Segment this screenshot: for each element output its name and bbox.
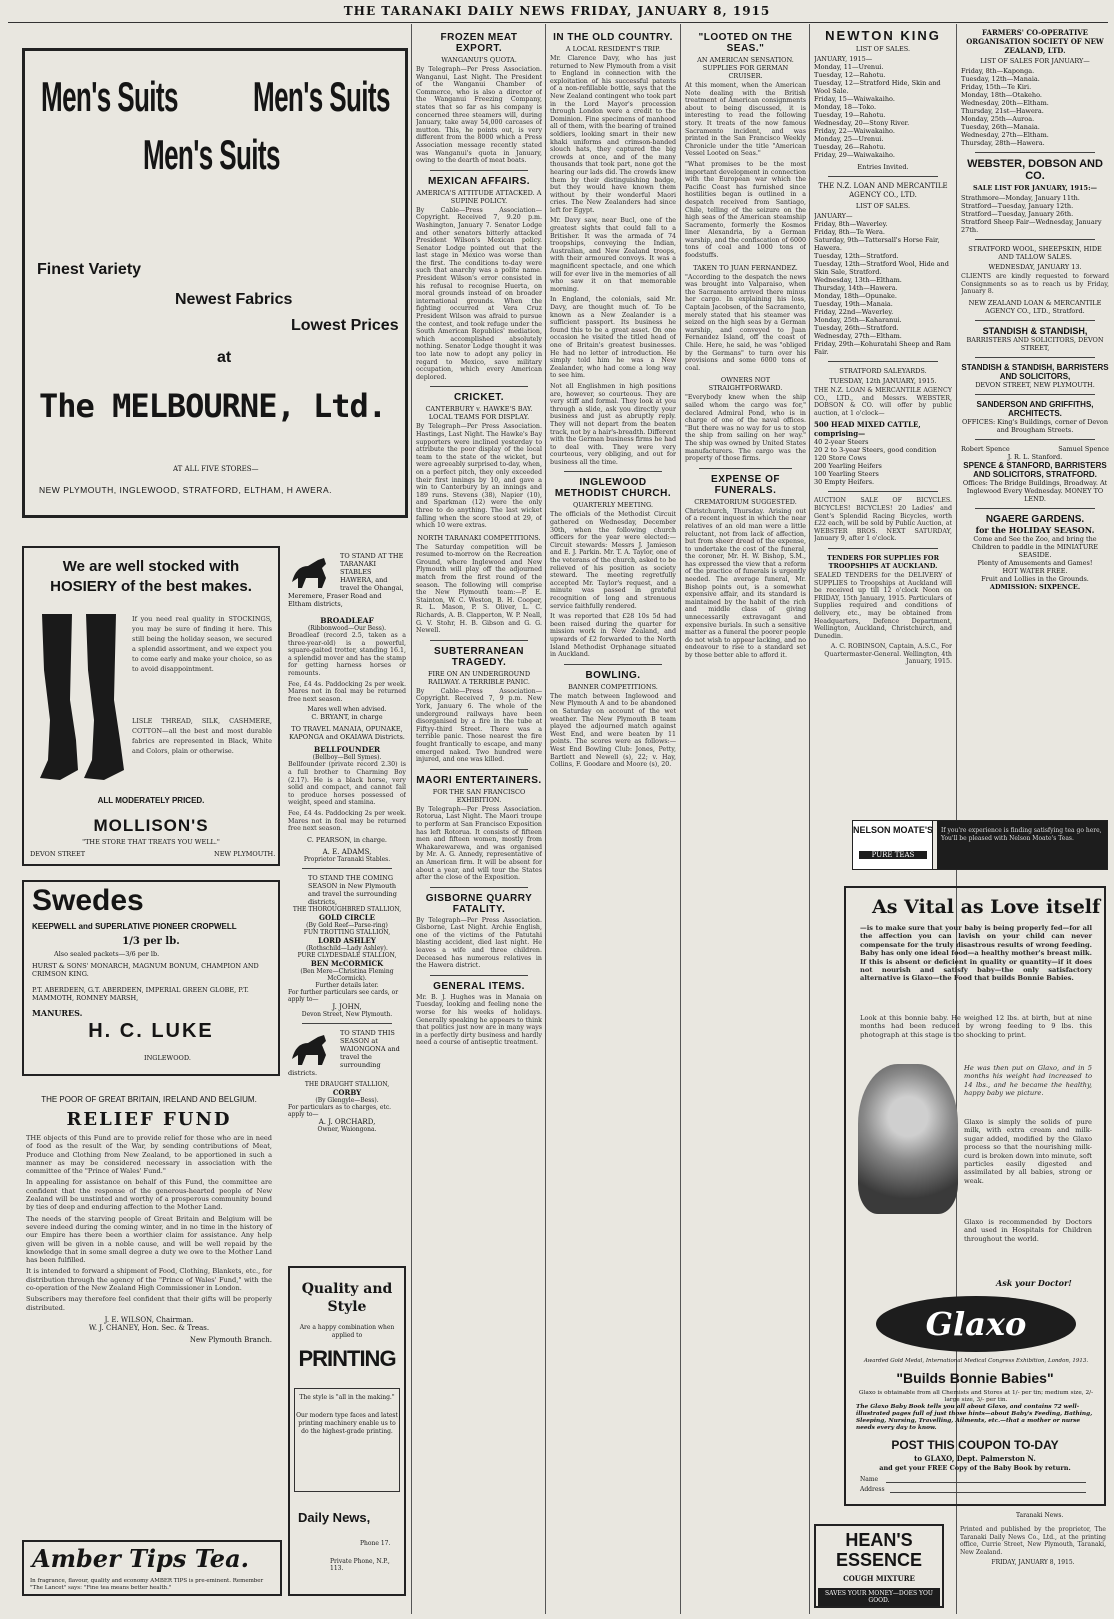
hurst-sons: HURST & SONS' MONARCH, MAGNUM BONUM, CHAMPION AND CRIMSON KING.: [32, 962, 259, 978]
auction-notice: AUCTION SALE OF BICYCLES. BICYCLES! BICYCLES! 20 Ladies' and Gent's Splendid Racing Bicycles, worth £22 each, will be sold by Public Auction, at WEBSTER BROS. NEXT SATURDAY, January 9, after 1 o'clock.: [814, 497, 952, 543]
list-item: 40 2-year Steers: [814, 438, 869, 447]
partner-name: J. R. L. Stanford.: [1007, 452, 1063, 461]
inglewood: INGLEWOOD.: [144, 1054, 191, 1062]
glaxo-ad: [844, 886, 1106, 1506]
article-body: The officials of the Methodist Circuit gathered on Wednesday, December 30th, when the following church officers for the year were elected:—Circuit stewards: Messrs J. Jamieson and E. J. Parkin. Mr. T. A. Taylor, one of the veterans of the church, asked to be relieved of his position as society steward. The meeting regretfully accepted Mr. Taylor's request, and a minute was passed in grateful recognition of long and strenuous service faithfully rendered.: [550, 511, 676, 610]
signature-chairman: J. E. WILSON, Chairman.: [104, 1315, 194, 1324]
relief-paragraph: It is intended to forward a shipment of Food, Clothing, Blankets, etc., for distribution through the agency of the "Prince of Wales' Fund," with the co-operation of the New Zealand High Commissioner in London.: [26, 1267, 272, 1293]
list-item: Thursday, 28th—Hawera.: [961, 139, 1045, 147]
devon-street: DEVON STREET: [30, 850, 86, 858]
webster-sales-list: [961, 194, 1109, 234]
sales-column: [814, 28, 952, 858]
relief-paragraph: In appealing for assistance on behalf of this Fund, the committee are confident that the response of the generous-hearted people of New Zealand will be unstinted and worthy of a prosperous community bound by ties of deep and enduring affection to the Mother Land.: [26, 1178, 272, 1212]
list-item: Wednesday, 13th—Eltham.: [814, 276, 902, 284]
list-item: Strathmore—Monday, January 11th.: [961, 194, 1080, 202]
article-subhead: A LOCAL RESIDENT'S TRIP.: [565, 45, 661, 53]
ngaere-season: for the HOLIDAY SEASON.: [975, 524, 1095, 535]
stallion-description: Broadleaf (record 2.5, taken as a three-year-old) is a powerful, square-gaited trotter, standing 16.1, a splendid mover and has the stamp for getting harness horses or remounts.: [288, 632, 406, 677]
list-item: Stratford—Tuesday, January 12th.: [961, 202, 1074, 210]
printing-word: PRINTING: [298, 1346, 396, 1371]
stallion-description: Bellfounder (private record 2.30) is a full brother to Charming Boy (2.17). He is a black horse, very solid and compact, and cannot fail to produce horses possessed of weight, speed and stamina.: [288, 761, 406, 807]
news-column-4: [550, 28, 676, 1608]
list-item: Monday, 18th—Otakeho.: [961, 91, 1042, 99]
glaxo-explanation: Glaxo is simply the solids of pure milk, with extra cream and milk-sugar added, modified by the Glaxo process so that the nourishing milk-curd is broken down into minute, soft particles easily digested and assimilated by all babies, strong or weak.: [964, 1118, 1092, 1185]
list-item: Wednesday, 27th—Eltham.: [814, 332, 902, 340]
coupon-offer: and get your FREE Copy of the Baby Book by return.: [879, 1464, 1071, 1472]
sanderson-name: SANDERSON AND GRIFFITHS, ARCHITECTS.: [976, 399, 1094, 418]
headline-mens-suits: Men's Suits: [253, 73, 390, 120]
glaxo-recommendation: Glaxo is recommended by Doctors and used in Hospitals for Children throughout the world.: [964, 1218, 1092, 1243]
headline-mens-suits: Men's Suits: [41, 73, 178, 120]
amber-tips-title: Amber Tips Tea.: [32, 1544, 249, 1573]
stockings-illustration: [30, 610, 130, 790]
article-headline: IN THE OLD COUNTRY.: [553, 32, 673, 43]
entries-invited: Entries Invited.: [857, 163, 909, 171]
standish-name: STANDISH & STANDISH, BARRISTERS AND SOLICITORS,: [961, 362, 1109, 381]
relief-fund-notice: [26, 1094, 272, 1344]
imprint-date: FRIDAY, JANUARY 8, 1915.: [991, 1559, 1075, 1566]
phone-number: Phone 17.: [360, 1540, 391, 1547]
stallion-pedigree: (By Glengyle—Bess).: [315, 1096, 379, 1104]
stallion-name: BEN McCORMICK: [310, 958, 384, 968]
printing-type-note: Our modern type faces and latest printing machinery enable us to do the highest-grade printing.: [296, 1412, 398, 1435]
taranaki-news-footer: Taranaki News.: [1016, 1512, 1064, 1519]
list-item: Friday, 8th—Kaponga.: [961, 67, 1035, 75]
list-item: Friday, 29th—Kohuratahi Sheep and Ram Fair.: [814, 340, 951, 356]
stallion-name: BROADLEAF: [320, 616, 374, 625]
article-body: "Everybody knew when the ship sailed whom the cargo was for," declared Admiral Pond, who is in charge of one of the naval offices. "But there was no way for us to stop the ship from sailing on her way." The ship was owned by United States manufacturers. The cargo was the property of those firms.: [685, 394, 806, 463]
standish-details: BARRISTERS AND SOLICITORS, DEVON STREET,: [966, 335, 1104, 352]
coupon-name-field[interactable]: Name: [860, 1476, 879, 1483]
hosiery-fabrics: LISLE THREAD, SILK, CASHMERE, COTTON—all the best and most durable fabrics are represented in Black, White and Colors, plain or otherwise.: [132, 717, 272, 755]
signature-secretary: W. J. CHANEY, Hon. Sec. & Treas.: [88, 1323, 210, 1332]
list-item: Wednesday, 20th—Eltham.: [961, 99, 1049, 107]
article-body: Christchurch, Thursday. Arising out of a recent inquest in which the near relatives of an old man were a little reluctant, not from lack of affection, but from sheer dread of the expense, to undertake the cost of the funeral, the coroner, Mr. H. W. Bishop, S.M., has expressed the view that a reform of the practice of funerals is urgently needed. The average funeral, Mr. Bishop points out, is a somewhat expensive affair, and its standard is maintained by the habit of the rich and middle class of giving unnecessarily extravagant and expensive burials. In such a sensitive matter as a funeral the poorer people do not wish to appear lacking, and no endeavour to rise to a standard set by those better able to afford it.: [685, 507, 806, 659]
stallion-fee: Fee, £4 4s. Paddocking 2s per week. Mares not in foal may be returned free next season.: [288, 809, 406, 833]
imprint: [960, 1526, 1106, 1566]
nelson-moate-brand: NELSON MOATE'S: [853, 825, 933, 835]
tenders-signature: A. C. ROBINSON, Captain, A.S.C., For Quartermaster-General. Wellington, 4th January, 1915.: [824, 643, 952, 666]
stallion-notices: [288, 552, 406, 1152]
wool-sales-body: CLIENTS are kindly requested to forward Consignments so as to reach us by Friday, January 8.: [961, 273, 1109, 296]
heans-essence-ad: [814, 1524, 944, 1608]
article-body: By Telegraph—Per Press Association. Hastings, Last Night. The Hawke's Bay supporters were inclined yesterday to attribute the poor display of the local team to the state of the wicket, but were agreeably surprised to-day, when, on a perfect pitch, they only exceeded their first innings by 10, and gave a win to Canterbury by an innings and 189 runs. Stevens (38), Napier (10), and Sparkman (12) were the only three to do anything. The last wicket falling when the score stood at 29, of which 10 were extras.: [416, 423, 542, 530]
relief-paragraph: THE objects of this Fund are to provide relief for those who are in need of food as the result of the War, by sending contributions of Meat, Produce and Clothing from New Zealand, to be apportioned in such a manner as may be considered necessary in association with the committee of the "Prince of Wales' Fund.": [26, 1134, 272, 1176]
ngaere-admission: ADMISSION: SIXPENCE.: [989, 582, 1081, 591]
relief-heading: THE POOR OF GREAT BRITAIN, IRELAND AND BELGIUM.: [41, 1095, 257, 1104]
coupon-heading: POST THIS COUPON TO-DAY: [891, 1438, 1059, 1452]
article-body: "What promises to be the most important development in connection with the European war which the Pacific Coast has furnished since hostilities began is outlined in a despatch received from Santiago, Chile, telling of the seizure on the high seas of the American steamship Sacramento, formerly the Kosmos liner Alexandria, by a German warship, and the confiscation of 6000 tons of coal and 1000 tons of foodstuffs.: [685, 160, 806, 260]
stallion-class: THE THOROUGHBRED STALLION,: [292, 905, 402, 913]
list-item: 20 2 to 3-year Steers, good condition: [814, 446, 937, 455]
news-column-3: [416, 28, 542, 1608]
hosiery-title: We are well stocked with: [62, 558, 240, 575]
list-of-sales: LIST OF SALES FOR JANUARY—: [980, 57, 1090, 65]
standish-name: STANDISH & STANDISH,: [982, 325, 1088, 336]
article-headline: GISBORNE QUARRY FATALITY.: [425, 892, 533, 915]
pure-teas: PURE TEAS: [859, 851, 927, 859]
melbourne-ad: [22, 48, 408, 518]
saleyards-date: TUESDAY, 12th JANUARY, 1915.: [829, 377, 937, 385]
list-item: Thursday, 21st—Hawera.: [961, 107, 1044, 115]
swedes-ad: [22, 880, 280, 1076]
article-subhead: AN AMERICAN SENSATION. SUPPLIES FOR GERMAN CRUISER.: [697, 56, 794, 80]
column-rule: [680, 24, 681, 1614]
article-subhead: TAKEN TO JUAN FERNANDEZ.: [693, 263, 798, 272]
ask-doctor: Ask your Doctor!: [996, 1278, 1072, 1288]
ngaere-hot-water: HOT WATER FREE.: [1002, 566, 1068, 575]
list-item: 100 Yearling Steers: [814, 470, 879, 479]
stallion-pedigree: (Rothschild—Lady Ashley).: [306, 944, 388, 952]
owner-address: Owner, Waiongona.: [317, 1125, 377, 1133]
list-item: JANUARY, 1915—: [814, 55, 873, 63]
printing-tagline: Are a happy combination when applied to: [299, 1324, 395, 1339]
at-word: at: [217, 349, 232, 366]
list-item: Monday, 25th—Kaharanui.: [814, 316, 902, 324]
article-body: Mr. Davy saw, near Bucl, one of the greatest sights that could fall to a Britisher. It was the armada of 74 troopships, conveying the Indian, Australian, and New Zealand troops, with their armoured convoys. It was a magnificent spectacle, and one which will for ever live in the memories of all who saw it on that memorable morning.: [550, 217, 676, 293]
column-rule: [809, 24, 810, 1614]
list-item: 200 Yearling Heifers: [814, 462, 882, 471]
glaxo-award: Awarded Gold Medal, International Medical Congress Exhibition, London, 1913.: [863, 1358, 1089, 1364]
stallion-class: FUN TROTTING STALLION,: [303, 928, 391, 936]
relief-paragraph: Subscribers may therefore feel confident that their gifts will be properly distributed.: [26, 1295, 272, 1312]
article-headline: INGLEWOOD METHODIST CHURCH.: [554, 477, 672, 500]
stallion-name: BELLFOUNDER: [313, 745, 381, 755]
headline-mens-suits: Men's Suits: [143, 131, 280, 178]
newest-fabrics: Newest Fabrics: [175, 291, 293, 308]
list-item: Tuesday, 12th—Stratford Wool, Hide and Skin Sale, Stratford.: [814, 260, 949, 276]
article-headline: GENERAL ITEMS.: [433, 980, 525, 992]
private-phone: Private Phone, N.P., 113.: [330, 1558, 390, 1572]
cough-mixture: COUGH MIXTURE: [843, 1574, 915, 1583]
horse-icon: [288, 552, 336, 592]
manures: MANURES.: [32, 1008, 83, 1018]
glaxo-slogan: "Builds Bonnie Babies": [896, 1370, 1054, 1386]
stallion-name: LORD ASHLEY: [318, 935, 376, 945]
printing-ad: [288, 1266, 406, 1596]
nelson-moate-ad: [852, 820, 1108, 870]
stand-notice: TO STAND THIS SEASON at WAIONGONA and travel the surrounding districts.: [288, 1028, 400, 1077]
list-item: Tuesday, 26—Rahotu.: [814, 143, 886, 151]
article-body: At this moment, when the American Note dealing with the British treatment of American consignments about to being discussed, it is interesting to read the following story. It treats of the now famous Sacramento incident, and was printed in the San Francisco Weekly Chronicle under the title "American Vessel Looted on Seas.": [685, 82, 806, 158]
hosiery-title: HOSIERY of the best makes.: [50, 578, 252, 595]
article-subhead: AMERICA'S ATTITUDE ATTACKED. A SUPINE POLICY.: [416, 188, 542, 205]
coupon-address: to GLAXO, Dept. Palmerston N.: [914, 1454, 1036, 1463]
article-body: By Telegraph—Per Press Association. Wanganui, Last Night. The President of the Wanganui Chamber of Commerce, who is also a director of the Wanganui Freezing Company, states that so far as his company is concerned three steamers will, during January, take away 54,000 carcases of mutton. This, he points out, is very different from the 8000 which a Press Association message recently stated was Wanganui's quota in January, owing to the dearth of meat boats.: [416, 66, 542, 165]
daily-news-name: Daily News,: [298, 1510, 371, 1525]
nelson-moate-tagline: If you're experience is finding satisfying tea go here, You'll be pleased with Nelson Moate's Teas.: [941, 827, 1102, 842]
article-headline: "LOOTED ON THE SEAS.": [698, 32, 793, 54]
coupon-address-field[interactable]: Address: [860, 1486, 885, 1493]
webster-dobson-name: WEBSTER, DOBSON AND CO.: [967, 158, 1103, 182]
glaxo-book-description: The Glaxo Baby Book tells you all about Glaxo, and contains 72 well-illustrated pages full of just those hints—about Baby's Feeding, Bathing, Sleeping, Nursing, Travelling, Ailments, etc.—that a mother or nurse needs every day to know.: [856, 1404, 1093, 1431]
standish-details: DEVON STREET, NEW PLYMOUTH.: [975, 380, 1095, 389]
stand-notice: TO STAND AT THE TARANAKI STABLES HAWERA, and travel the Ohangai, Meremere, Fraser Road and Eltham districts,: [288, 552, 404, 608]
stallion-advice: Mares well when advised.: [307, 706, 387, 714]
sanderson-details: OFFICES: King's Buildings, corner of Devon and Brougham Streets.: [961, 417, 1109, 434]
owner-name: A. J. ORCHARD,: [318, 1117, 376, 1126]
article-headline: SUBTERRANEAN TRAGEDY.: [434, 645, 524, 668]
article-headline: EXPENSE OF FUNERALS.: [711, 473, 780, 496]
sealed-packets: Also sealed packets—3/6 per lb.: [54, 950, 160, 958]
apply-to: For particulars as to charges, etc. apply to—: [288, 1103, 392, 1118]
tenders-body: SEALED TENDERS for the DELIVERY of SUPPLIES to Troopships at Auckland will be received up till 12 o'clock Noon on FRIDAY, 15th January, 1915. Particulars of Supplies required and conditions of delivery, etc., may be obtained from Headquarters, Defence Department, Wellington, Auckland, Christchurch, and Dunedin.: [814, 571, 952, 640]
glaxo-story: Look at this bonnie baby. He weighed 12 lbs. at birth, but at nine months had been reduced by wrong feeding to 9 lbs. this photograph at this stage is too shocking to print.: [860, 1014, 1092, 1039]
cattle-heading: 500 HEAD MIXED CATTLE, comprising—: [814, 420, 921, 439]
glaxo-result: He was then put on Glaxo, and in 5 months his weight had increased to 14 lbs., and he became the healthy, happy baby we picture.: [964, 1064, 1092, 1098]
towns-line: NEW PLYMOUTH, INGLEWOOD, STRATFORD, ELTHAM, H AWERA.: [39, 485, 332, 495]
stores-line: AT ALL FIVE STORES—: [173, 465, 259, 473]
lowest-prices: Lowest Prices: [291, 317, 399, 334]
list-item: Tuesday, 19th—Manaia.: [814, 300, 893, 308]
swedes-title: Swedes: [32, 884, 144, 917]
list-item: Tuesday, 12—Stratford Hide, Skin and Wool Sale.: [814, 79, 941, 95]
newton-sales-list: [814, 55, 952, 159]
heans-tagline: SAVES YOUR MONEY—DOES YOU GOOD.: [818, 1588, 940, 1606]
list-item: Friday, 8th—Waverley.: [814, 220, 888, 228]
newton-king-name: NEWTON KING: [825, 28, 941, 43]
list-item: 120 Store Cows: [814, 454, 867, 463]
list-item: Wednesday, 20—Stony River.: [814, 119, 910, 127]
list-item: Stratford Sheep Fair—Wednesday, January 27th.: [961, 218, 1102, 234]
list-item: Monday, 18—Toko.: [814, 103, 877, 111]
wool-sales-date: WEDNESDAY, JANUARY 13.: [988, 263, 1082, 271]
stallion-class: PURE CLYDESDALE STALLION,: [297, 951, 397, 959]
list-item: Friday, 15—Waiwakaiho.: [814, 95, 895, 103]
stallion-pedigree: (By Gold Reef—Parse-ring): [306, 921, 388, 929]
list-item: Friday, 22nd—Waverley.: [814, 308, 894, 316]
branch: New Plymouth Branch.: [189, 1335, 272, 1344]
list-item: 30 Empty Heifers.: [814, 478, 875, 487]
ngaere-amusements: Plenty of Amusements and Games!: [977, 558, 1093, 567]
agency-name: THE N.Z. LOAN AND MERCANTILE AGENCY CO., LTD.: [818, 182, 948, 199]
news-column-5: [685, 28, 806, 1608]
list-item: Tuesday, 26th—Stratford.: [814, 324, 899, 332]
article-subhead: QUARTERLY MEETING.: [572, 501, 654, 510]
farmers-society-name: FARMERS' CO-OPERATIVE ORGANISATION SOCIETY OF NEW ZEALAND, LTD.: [966, 28, 1104, 55]
article-headline: FROZEN MEAT EXPORT.: [440, 32, 518, 54]
list-item: Friday, 29—Waiwakaiho.: [814, 151, 895, 159]
notices-column: [961, 28, 1109, 858]
relief-paragraph: The needs of the starving people of Great Britain and Belgium will be severe indeed during the coming winter, and in no time in the history of our Empire has there been a worthier claim for assistance. Any help given will be given in a noble cause, and will be well repaid by the knowledge that in some small degree a duty we owe to the Mother Land has been fulfilled.: [26, 1214, 272, 1265]
column-rule: [411, 24, 412, 1614]
article-subhead: CREMATORIUM SUGGESTED.: [694, 497, 797, 506]
baby-photo: [858, 1064, 958, 1214]
glaxo-logo: Glaxo: [876, 1296, 1076, 1352]
glaxo-headline: As Vital as Love itself: [872, 896, 1101, 918]
aberdeen-varieties: P.T. ABERDEEN, G.T. ABERDEEN, IMPERIAL GREEN GLOBE, P.T. MAMMOTH, ROMNEY MARSH,: [32, 986, 249, 1002]
tenders-heading: TENDERS FOR SUPPLIES FOR TROOPSHIPS AT AUCKLAND.: [827, 553, 939, 570]
glaxo-availability: Glaxo is obtainable from all Chemists and Stores at 1/- per tin; medium size, 2/- large size, 3/- per tin.: [858, 1390, 1094, 1403]
travel-notice: TO TRAVEL MANAIA, OPUNAKE, KAPONGA and OKAIAWA Districts.: [289, 725, 405, 742]
farmers-sales-list: [961, 67, 1109, 147]
masthead-rule: [8, 22, 1108, 23]
spence-stanford-name: SPENCE & STANFORD, BARRISTERS AND SOLICITORS, STRATFORD.: [963, 460, 1107, 479]
sale-list-heading: SALE LIST FOR JANUARY, 1915:—: [973, 184, 1097, 192]
article-headline: BOWLING.: [585, 669, 641, 681]
list-item: Tuesday, 12—Rahotu.: [814, 71, 886, 79]
proprietor: A. E. ADAMS,: [322, 847, 372, 856]
list-item: Thursday, 14th—Hawera.: [814, 284, 898, 292]
finest-variety: Finest Variety: [37, 261, 142, 278]
swedes-price: 1/3 per lb.: [122, 936, 180, 947]
article-headline: CRICKET.: [453, 392, 505, 404]
article-body: It was reported that £28 10s 5d had been raised during the quarter for mission work in New Zealand, and upwards of £2 forwarded to the North Island Methodist Orphanage situated in Auckland.: [550, 613, 676, 659]
list-item: Friday, 8th—Te Wera.: [814, 228, 885, 236]
imprint-text: Printed and published by the proprietor, The Taranaki Daily News Co., Ltd., at the printing office, Currie Street, New Plymouth, Taranaki, New Zealand.: [960, 1526, 1106, 1556]
article-body: Mr. Clarence Davy, who has just returned to New Plymouth from a visit to England in connection with the exploitation of his successful patents of a non-refillable bottle, says that the New Zealand contingent who took part in the Lord Mayor's procession through London were a credit to the Dominion. Fine specimens of manhood all of them, with the bearing of trained soldiers, looking smart in their new khaki uniforms and crimson-banded slouch hats, they captured the big crowds at once, and of the many thousands that took part, none got the hearing our lads did. The crowds knew them by their distinguishing badge, but they would have known them without by their wonderful Maori cries. The New Zealanders had since left for Egypt.: [550, 55, 676, 214]
list-item: Monday, 25th—Auroa.: [961, 115, 1035, 123]
stallion-class: THE DRAUGHT STALLION,: [304, 1080, 390, 1088]
amber-tips-text: In fragrance, flavour, quality and economy AMBER TIPS is pre-eminent. Remember "The Lancet" says: "Fine tea means better health.": [30, 1578, 264, 1591]
list-item: Monday, 18th—Opunake.: [814, 292, 897, 300]
partner-name: Samuel Spence: [1058, 444, 1109, 453]
heans-essence-brand: HEAN'S ESSENCE: [835, 1530, 923, 1570]
article-body: "According to the despatch the news was brought into Valparaiso, when the Sacramento arrived there minus her cargo. In explaining his loss, Captain Jacobsen, of the Sacramento, merely stated that his steamer was seized on the high seas by a German warship, and conveyed to Juan Fernandez Island, off the coast of Chile. Here, he said, he was "obliged by the Germans" to turn over his provisions and some 6000 tons of coal.: [685, 273, 806, 372]
further-details: Further details later.: [315, 981, 379, 989]
list-item: Friday, 15th—Te Kiri.: [961, 83, 1032, 91]
article-body: Mr. B. J. Hughes was in Manaia on Tuesday, looking and feeling none the worse for his weeks of holidays. Generally speaking he appears to think that politics just now are in many ways in a perfectly dirty business and hardly need a course of antiseptic treatment.: [416, 993, 542, 1047]
article-subhead: WANGANUI'S QUOTA.: [441, 56, 517, 64]
stallion-pedigree: (Ribbonwood—Our Bess).: [307, 625, 387, 632]
stallion-pedigree: (Ben Mere—Christina Fleming McCormick).: [300, 967, 394, 982]
cattle-list: [814, 438, 952, 486]
melbourne-name: The MELBOURNE, Ltd.: [39, 387, 387, 425]
list-item: Monday, 25—Urenui.: [814, 135, 884, 143]
proprietor-title: Proprietor Taranaki Stables.: [303, 855, 391, 863]
list-item: Friday, 22—Waiwakaiho.: [814, 127, 895, 135]
mollisons-name: MOLLISON'S: [93, 816, 209, 835]
list-item: Tuesday, 26th—Manaia.: [961, 123, 1040, 131]
stallion-keeper: C. BRYANT, in charge: [311, 713, 383, 722]
glaxo-intro: —is to make sure that your baby is being properly fed—for all the affection you can lavish on your child can never compensate for the truly disastrous results of wrong feeding. Baby has only one ideal food—a healthy mother's breast milk. If this is absent or deficient in quality or quantity—if it does not nourish and satisfy baby—the only satisfactory alternative is Glaxo—the Food that builds Bonnie Babies.: [860, 924, 1092, 983]
article-subhead: NORTH TARANAKI COMPETITIONS.: [417, 533, 541, 542]
list-of-sales: LIST OF SALES.: [855, 202, 911, 210]
list-of-sales: LIST OF SALES.: [855, 45, 911, 53]
hosiery-body: If you need real quality in STOCKINGS, you may be sure of finding it here. This still being the holiday season, we secured a splendid assortment, and we expect you to come early and make your choice, so as to avoid disappointment.: [132, 615, 272, 673]
new-plymouth: NEW PLYMOUTH.: [214, 850, 276, 858]
agency-sales-list: [814, 212, 952, 356]
list-item: Tuesday, 12th—Manaia.: [961, 75, 1040, 83]
stallion-name: GOLD CIRCLE: [319, 912, 375, 922]
article-subhead: BANNER COMPETITIONS.: [568, 682, 658, 691]
partner-name: Robert Spence: [961, 444, 1010, 453]
article-body: By Telegraph—Per Press Association. Gisborne, Last Night. Archie English, one of the victims of the Patutahi blasting accident, died last night. He leaves a wife and three children. Deceased has numerous relatives in the Hawera district.: [416, 916, 542, 970]
article-subhead: CANTERBURY v. HAWKE'S BAY. LOCAL TEAMS FOR DISPLAY.: [425, 405, 533, 422]
stallion-keeper: C. PEARSON, in charge.: [307, 835, 387, 844]
list-item: Stratford—Tuesday, January 26th.: [961, 210, 1074, 218]
owner-name: J. JOHN,: [332, 1002, 362, 1011]
column-rule: [545, 24, 546, 1614]
horse-icon: [288, 1029, 336, 1069]
luke-name: H. C. LUKE: [88, 1020, 214, 1042]
article-subhead: OWNERS NOT STRAIGHTFORWARD.: [708, 376, 783, 393]
article-body: By Telegraph—Per Press Association. Rotorua, Last Night. The Maori troupe to perform at San Francisco Exposition has left Rotorua. It consists of fifteen men and fifteen women, mostly from Whakarewarewa, and was organised by Mr. A. G. Annedy, representative of an American firm. It will be absent for about a year, and will tour the States after the close of the Exposition.: [416, 805, 542, 882]
list-item: Saturday, 9th—Tattersall's Horse Fair, Hawera.: [814, 236, 940, 252]
article-body: The match between Inglewood and New Plymouth A and to be abandoned on Saturday on account of the wet weather. The New Plymouth B team played the adjourned match against West End, and were beaten by 11 points. The scores were as follows:—West End Bowling Club: Jones, Petty, Bartlett and Newell (s), 22; v. Hay, Collins, F. Goodare and Moore (s), 20.: [550, 692, 676, 769]
article-body: The Saturday competition will be resumed to-morrow on the Recreation Ground, where Inglewood and New Plymouth will play off the adjourned match from the first round of the season. The following will comprise the New Plymouth team:—P. E. Stainton, W. C. Weston, B. H. Cooper, R. L. Mason, P. S. Oliver, L. C. Richards, A. B. Clapperton, W. P. Neall, G. V. Stohr, H. B. Gibson and G. G. Newell.: [416, 543, 542, 635]
owner-address: Devon Street, New Plymouth.: [301, 1010, 393, 1018]
quality-style: Quality and Style: [301, 1281, 393, 1315]
relief-title: RELIEF FUND: [66, 1109, 232, 1130]
stand-notice: TO STAND THE COMING SEASON in New Plymouth and travel the surrounding districts,: [308, 873, 397, 906]
article-subhead: FOR THE SAN FRANCISCO EXHIBITION.: [432, 787, 526, 804]
article-body: By Cable—Press Association—Copyright. Received 7, 9.20 p.m. Washington, January 7. Senator Lodge and other senators bitterly attacked President Wilson's Mexican policy. Senator Lodge pointed out that the last stage in Mexico was worse than the first. The conditions to-day were such that anarchy was a polite name. President Wilson's error consisted in his refusal to recognise Huerta, on moral grounds instead of on broader international grounds. When the fighting occurred at Vera Cruz President Wilson was afraid to pursue the contest, and took refuge under the South American Republics' mediation, which accomplished absolutely nothing. Senator Lodge thought it was too late now to adopt any policy in regard to Mexico, save military occupation, which every American deplored.: [416, 206, 542, 381]
wool-sales-heading: STRATFORD WOOL, SHEEPSKIN, HIDE AND TALLOW SALES.: [968, 245, 1102, 261]
list-item: Wednesday, 27th—Eltham.: [961, 131, 1049, 139]
moderately-priced: ALL MODERATELY PRICED.: [97, 796, 205, 805]
saleyards-heading: STRATFORD SALEYARDS.: [839, 367, 927, 375]
article-headline: MAORI ENTERTAINERS.: [416, 774, 542, 786]
spence-stanford-details: Offices: The Bridge Buildings, Broadway. At Inglewood Every Wednesday. MONEY TO LEND.: [962, 478, 1108, 503]
apply-to: For further particulars see cards, or apply to—: [288, 988, 399, 1003]
swedes-varieties: KEEPWELL and SUPERLATIVE PIONEER CROPWELL: [32, 922, 237, 931]
article-body: Not all Englishmen in high positions are, however, so courteous. They are very stiff and formal. They look at you through a slide, ask you directly your business and just as abruptly reply. They will not depart from the beaten track, not by a hair's-breadth. Different with the German business firms he had to deal with. They were very courteous, very obliging, and out for business all the time.: [550, 382, 676, 466]
article-headline: MEXICAN AFFAIRS.: [427, 175, 531, 187]
article-body: In England, the colonials, said Mr. Davy, are thought much of. To be known as a New Zealander is a sufficient passport. Its business he found this to be a great asset. On one occasion he visited the titled head of one of Britain's greatest businesses. He had no letter of introduction. He simply told him he was a New Zealander, who had come a long way to see him.: [550, 296, 676, 380]
list-item: JANUARY—: [814, 212, 853, 220]
mollisons-slogan: "THE STORE THAT TREATS YOU WELL.": [82, 838, 220, 846]
ngaere-fruit: Fruit and Lollies in the Grounds.: [981, 574, 1089, 583]
stallion-pedigree: (Bellboy—Bell Symes).: [312, 754, 382, 762]
printing-style-note: The style is "all in the making.": [299, 1394, 395, 1401]
mollison-ad: [22, 546, 280, 866]
article-subhead: FIRE ON AN UNDERGROUND RAILWAY. A TERRIBLE PANIC.: [427, 669, 531, 686]
amber-tips-ad: [22, 1540, 282, 1596]
stallion-name: CORBY: [332, 1087, 362, 1097]
saleyards-body: THE N.Z. LOAN & MERCANTILE AGENCY CO., LTD., and Messrs. WEBSTER, DOBSON & CO. will offer by public auction, at 1 o'clock—: [814, 387, 952, 417]
list-item: Tuesday, 19—Rahotu.: [814, 111, 886, 119]
list-item: Monday, 11—Urenui.: [814, 63, 884, 71]
ngaere-gardens-name: NGAERE GARDENS.: [985, 513, 1085, 525]
stallion-fee: Fee, £4 4s. Paddocking 2s per week. Mares not in foal may be returned free next season.: [288, 680, 406, 703]
ngaere-body: Come and See the Zoo, and bring the Children to paddle in the MINIATURE SEASIDE.: [972, 534, 1098, 559]
agency-signature: NEW ZEALAND LOAN & MERCANTILE AGENCY CO., LTD., Stratford.: [968, 298, 1102, 315]
masthead: THE TARANAKI DAILY NEWS FRIDAY, JANUARY 8, 1915: [343, 4, 771, 18]
article-body: By Cable—Press Association—Copyright. Received 7, 9 p.m. New York, January 6. The whole of the underground railways have been disorganised by a fire in the tube at Fiftyy-third Street. There was a terrible panic. Those nearest the fire fought frantically to escape, and many emerged naked. Two hundred were injured, and one was killed.: [416, 687, 542, 764]
list-item: Tuesday, 12th—Stratford.: [814, 252, 899, 260]
